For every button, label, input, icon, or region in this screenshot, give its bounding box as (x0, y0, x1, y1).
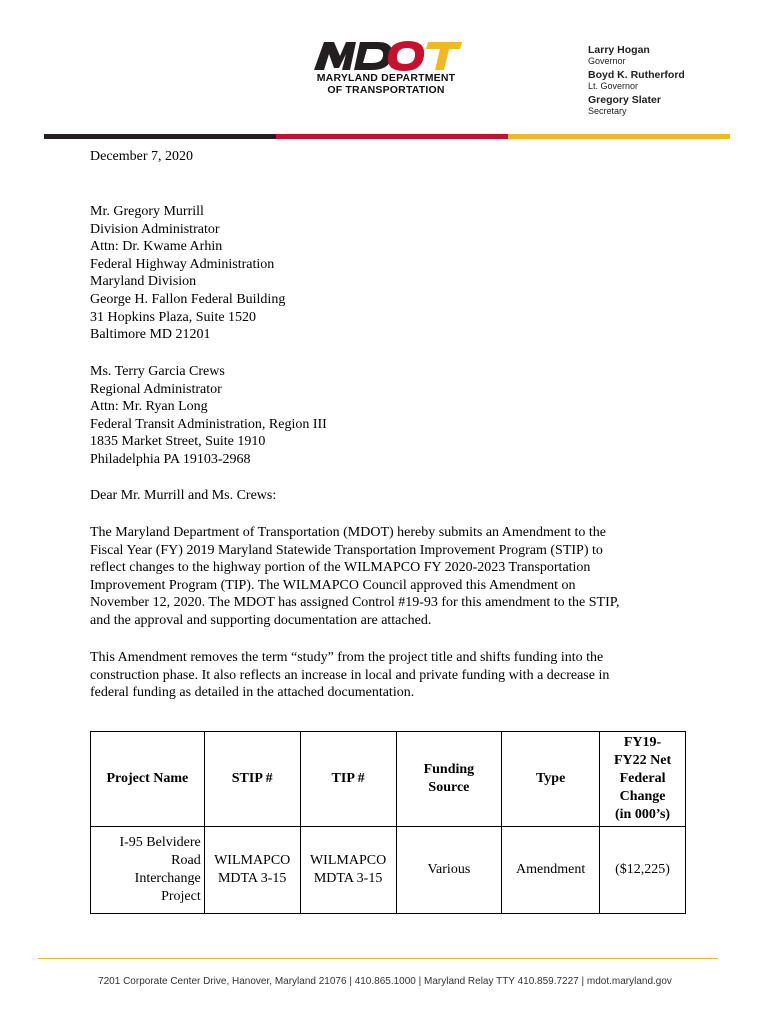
cell-text: MDTA 3-15 (313, 871, 383, 886)
cell-text: Various (427, 862, 471, 877)
amendment-table (90, 731, 686, 914)
official-name: Boyd K. Rutherford (588, 69, 685, 81)
header-text: Federal (619, 771, 666, 786)
address-line: George H. Fallon Federal Building (90, 291, 286, 307)
address-line: Federal Highway Administration (90, 256, 275, 272)
logo-o-shape (388, 41, 424, 71)
cell-text: Amendment (516, 862, 586, 877)
header-text: STIP # (231, 771, 273, 786)
recipient-address-fhwa (90, 203, 285, 344)
header-text: Funding (423, 762, 475, 777)
header-text: FY19- (623, 735, 662, 750)
paragraph-line: The Maryland Department of Transportation (MDOT) hereby submits an Amendment to the (90, 525, 606, 540)
official-title: Secretary (588, 106, 627, 116)
cell-text: WILMAPCO (309, 853, 387, 868)
logo-d-shape (354, 42, 392, 70)
bar-black-segment (44, 134, 276, 139)
address-line: Division Administrator (90, 221, 220, 237)
cell-federal-change (600, 827, 686, 914)
footer-divider (38, 958, 718, 959)
mdot-logo-mark (310, 38, 470, 72)
cell-stip-number (204, 827, 300, 914)
address-line: 31 Hopkins Plaza, Suite 1520 (90, 309, 257, 325)
cell-funding-source (396, 827, 502, 914)
officials-list (588, 44, 685, 119)
address-line: Federal Transit Administration, Region III (90, 416, 327, 432)
department-name (312, 72, 460, 96)
address-line: Maryland Division (90, 274, 197, 290)
official-secretary (588, 94, 685, 116)
cell-text: MDTA 3-15 (217, 871, 287, 886)
address-line: Philadelphia PA 19103-2968 (90, 451, 251, 467)
cell-text: ($12,225) (615, 862, 670, 877)
official-name: Gregory Slater (588, 94, 661, 106)
address-line: 1835 Market Street, Suite 1910 (90, 434, 266, 450)
cell-text: Project (161, 889, 201, 904)
salutation: Dear Mr. Murrill and Ms. Crews: (90, 488, 277, 503)
address-line: Ms. Terry Garcia Crews (90, 364, 225, 379)
header-color-bar (44, 134, 730, 139)
header-type (502, 732, 600, 827)
address-line: Attn: Dr. Kwame Arhin (90, 239, 223, 255)
header-project-name (91, 732, 205, 827)
header-funding-source (396, 732, 502, 827)
bar-red-segment (276, 134, 508, 139)
cell-type (502, 827, 600, 914)
header-text: Type (536, 771, 566, 786)
footer-contact: 7201 Corporate Center Drive, Hanover, Maryland 21076 | 410.865.1000 | Maryland Relay TTY 410.859.7227 | mdot.maryland.gov (98, 976, 672, 987)
header-text: Change (619, 789, 666, 804)
paragraph-line: and the approval and supporting documentation are attached. (90, 612, 432, 628)
logo-m-shape (314, 42, 356, 70)
body-paragraph-1 (90, 524, 670, 629)
header-text: TIP # (331, 771, 365, 786)
header-text: Source (428, 780, 470, 795)
cell-project-name (91, 827, 205, 914)
official-title: Governor (588, 56, 626, 66)
cell-text: WILMAPCO (214, 853, 291, 868)
official-name: Larry Hogan (588, 44, 650, 56)
cell-text: Interchange (134, 871, 201, 886)
official-lt-governor (588, 69, 685, 91)
department-line2: OF TRANSPORTATION (327, 84, 445, 96)
cell-text: I-95 Belvidere (119, 835, 201, 850)
paragraph-line: federal funding as detailed in the attached documentation. (90, 685, 415, 700)
official-title: Lt. Governor (588, 81, 639, 91)
bar-gold-segment (508, 134, 730, 139)
body-paragraph-2 (90, 649, 670, 702)
paragraph-line: November 12, 2020. The MDOT has assigned Control #19-93 for this amendment to the STIP, (90, 595, 620, 610)
logo-t-shape (426, 42, 462, 70)
paragraph-line: Fiscal Year (FY) 2019 Maryland Statewide Transportation Improvement Program (STIP) to (90, 542, 603, 558)
header-federal-change (600, 732, 686, 827)
paragraph-line: This Amendment removes the term “study” from the project title and shifts funding into the (90, 650, 604, 665)
recipient-address-fta (90, 363, 327, 469)
address-line: Attn: Mr. Ryan Long (90, 399, 208, 415)
paragraph-line: reflect changes to the highway portion of the WILMAPCO FY 2020-2023 Transportation (90, 560, 591, 575)
cell-text: Road (171, 853, 201, 868)
header-text: Project Name (106, 771, 189, 786)
address-line: Baltimore MD 21201 (90, 327, 211, 343)
paragraph-line: Improvement Program (TIP). The WILMAPCO Council approved this Amendment on (90, 577, 576, 593)
address-line: Mr. Gregory Murrill (90, 204, 204, 219)
header-text: FY22 Net (613, 753, 672, 768)
header-text: (in 000’s) (615, 807, 671, 822)
official-governor (588, 44, 685, 66)
table-header-row (91, 732, 686, 827)
header-stip-number (204, 732, 300, 827)
header-tip-number (300, 732, 396, 827)
table-row (91, 827, 686, 914)
paragraph-line: construction phase. It also reflects an increase in local and private funding with a decrease in (90, 667, 610, 683)
cell-tip-number (300, 827, 396, 914)
address-line: Regional Administrator (90, 381, 222, 397)
department-line1: MARYLAND DEPARTMENT (316, 72, 456, 84)
letter-date: December 7, 2020 (90, 149, 194, 164)
